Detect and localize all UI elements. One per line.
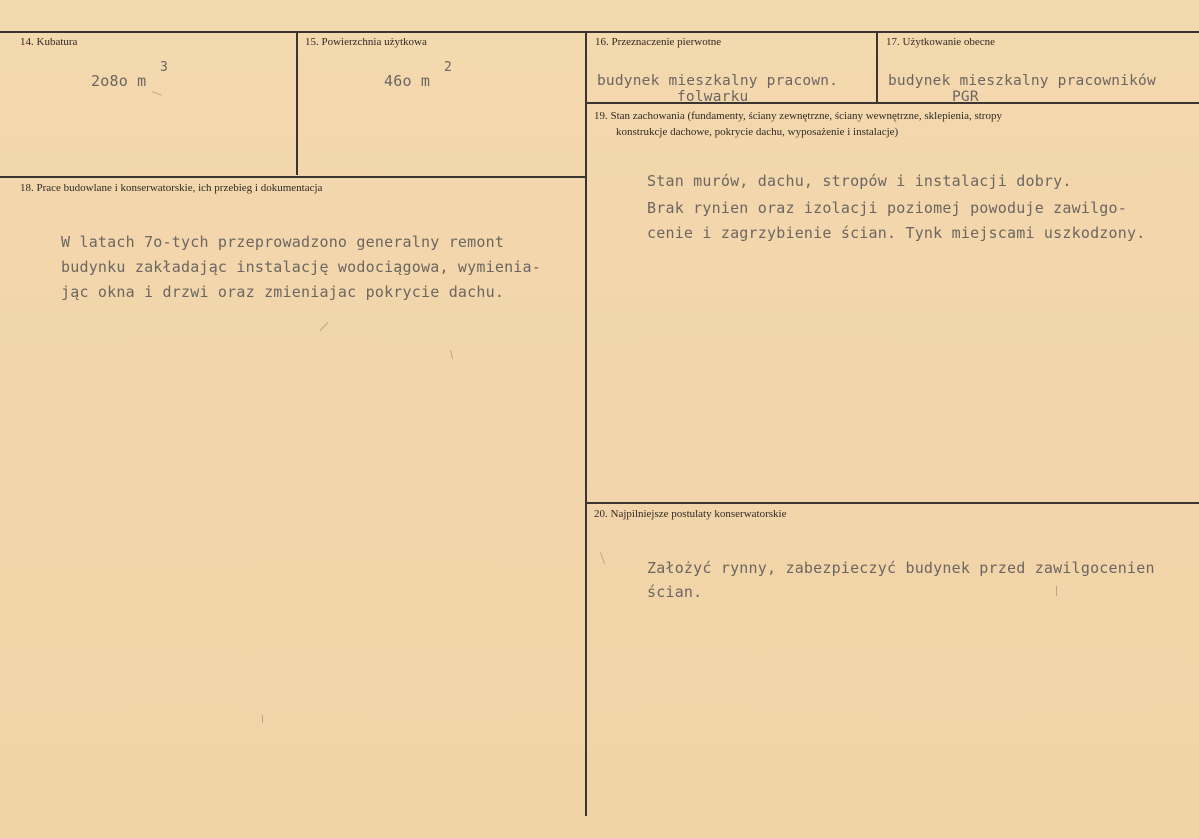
field-19-line2: Brak rynien oraz izolacji poziomej powoduje zawilgo- [647, 199, 1127, 217]
field-20-line2: ścian. [647, 583, 703, 601]
paper-mark [262, 715, 263, 723]
paper-mark [319, 322, 328, 331]
field-14-label: 14. Kubatura [20, 36, 78, 48]
field-19-line1: Stan murów, dachu, stropów i instalacji dobry. [647, 172, 1072, 190]
field-15-unit-superscript: 2 [444, 60, 452, 75]
field-16-line1: budynek mieszkalny pracown. [597, 73, 839, 89]
field-19-label-line1: 19. Stan zachowania (fundamenty, ściany zewnętrzne, ściany wewnętrzne, sklepienia, stropy [594, 110, 1002, 122]
rule-above-18 [0, 176, 586, 178]
field-16-label: 16. Przeznaczenie pierwotne [595, 36, 722, 48]
field-17-line2: PGR [952, 89, 979, 105]
divider-left-right [585, 32, 587, 816]
field-14-unit-superscript: 3 [160, 60, 168, 75]
field-14-value: 2o8o m [91, 72, 147, 90]
paper-mark [1056, 586, 1057, 596]
paper-mark [600, 552, 605, 564]
field-19-label-line2: konstrukcje dachowe, pokrycie dachu, wyposażenie i instalacje) [616, 126, 899, 138]
field-18-line1: W latach 7o-tych przeprowadzono generalny remont [61, 233, 505, 251]
rule-above-20 [586, 502, 1199, 504]
field-18-line2: budynku zakładając instalację wodociągowa, wymienia- [61, 258, 541, 276]
field-15-label: 15. Powierzchnia użytkowa [305, 36, 427, 48]
field-17-line1: budynek mieszkalny pracowników [888, 73, 1156, 89]
field-18-line3: jąc okna i drzwi oraz zmieniajac pokrycie dachu. [61, 283, 505, 301]
field-18-label: 18. Prace budowlane i konserwatorskie, ich przebieg i dokumentacja [20, 182, 323, 194]
divider-14-15 [296, 32, 298, 175]
top-rule [0, 31, 1199, 33]
divider-16-17 [876, 32, 878, 102]
field-20-label: 20. Najpilniejsze postulaty konserwatorskie [594, 508, 787, 520]
paper-mark [152, 91, 162, 95]
field-16-line2: folwarku [677, 89, 749, 105]
field-19-line3: cenie i zagrzybienie ścian. Tynk miejscami uszkodzony. [647, 224, 1146, 242]
field-20-line1: Założyć rynny, zabezpieczyć budynek przed zawilgocenien [647, 559, 1155, 577]
paper-mark [450, 350, 453, 359]
field-15-value: 46o m [384, 72, 431, 90]
field-17-label: 17. Użytkowanie obecne [886, 36, 996, 48]
